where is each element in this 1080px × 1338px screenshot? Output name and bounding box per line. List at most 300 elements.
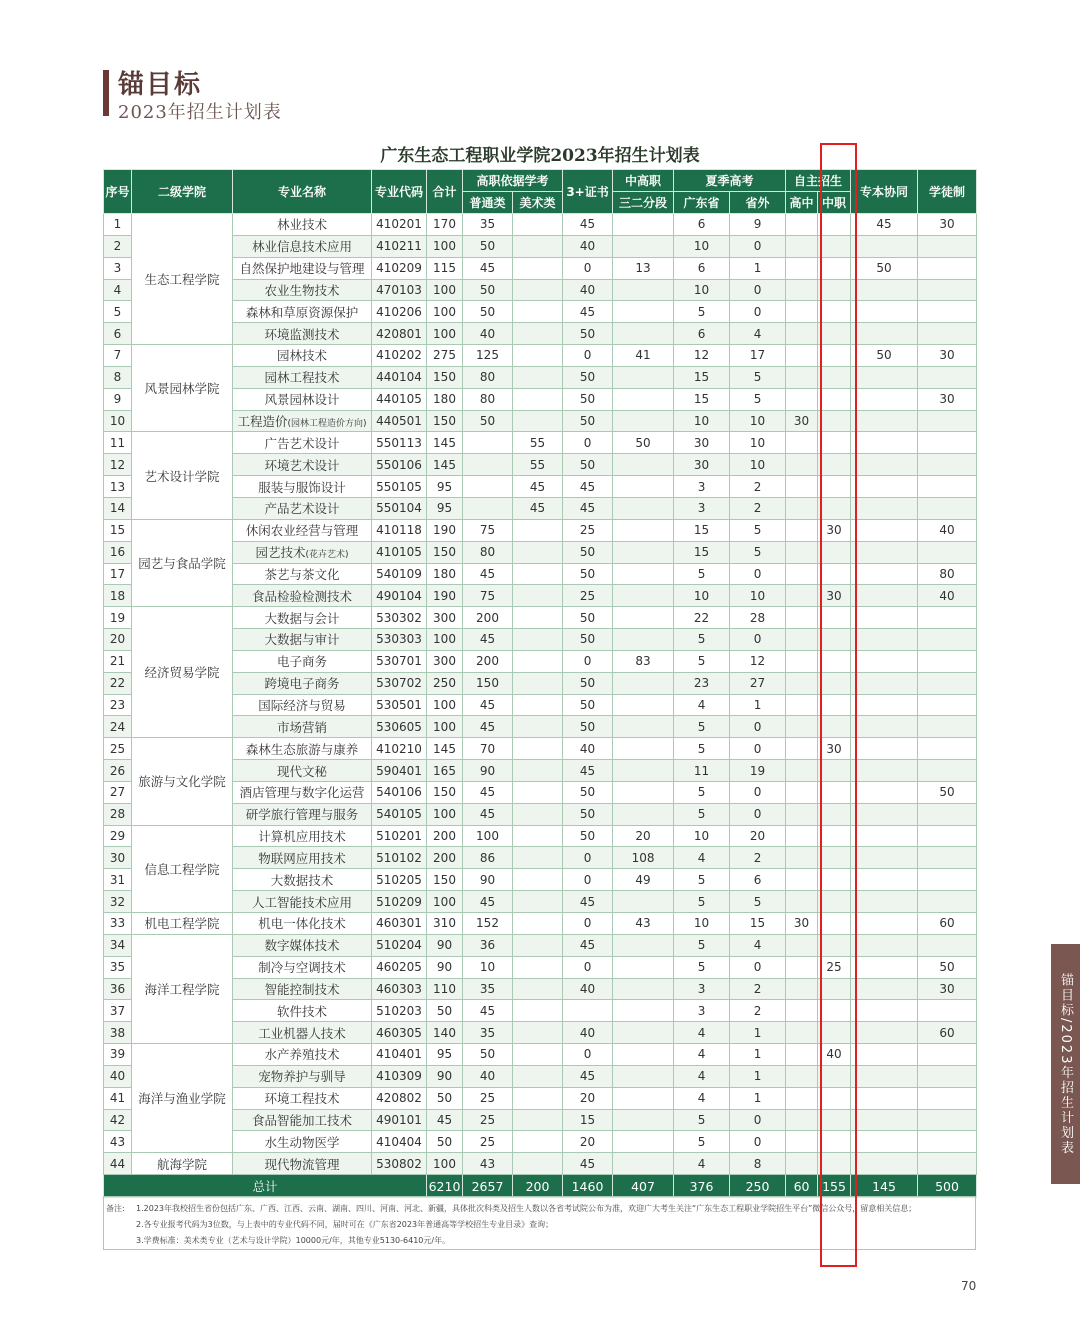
cell-major — [233, 1087, 372, 1109]
cell-coop — [851, 1022, 918, 1044]
cell-summer-out: 17 — [730, 345, 786, 367]
cell-apprentice — [918, 825, 977, 847]
cell-summer-gd: 11 — [674, 760, 730, 782]
cell-major — [233, 1153, 372, 1175]
cell-major — [233, 214, 372, 236]
cell-coop: 50 — [851, 257, 918, 279]
cell-cert: 40 — [563, 1022, 613, 1044]
cell-mid — [613, 235, 674, 257]
cell-mid — [613, 563, 674, 585]
cell-summer-gd: 30 — [674, 454, 730, 476]
cell-hv-regular — [463, 454, 513, 476]
cell-code: 410209 — [372, 257, 427, 279]
cell-major — [233, 607, 372, 629]
cell-hv-art — [513, 847, 563, 869]
major-name: 国际经济与贸易 — [258, 697, 346, 713]
cell-hv-art — [513, 891, 563, 913]
total-cert: 1460 — [563, 1175, 613, 1198]
cell-self-high — [786, 497, 818, 519]
cell-major — [233, 629, 372, 651]
cell-mid: 50 — [613, 432, 674, 454]
cell-mid — [613, 672, 674, 694]
cell-mid — [613, 1131, 674, 1153]
cell-college: 园艺与食品学院 — [132, 519, 233, 606]
cell-seq: 5 — [104, 301, 132, 323]
cell-summer-gd: 4 — [674, 694, 730, 716]
cell-apprentice — [918, 607, 977, 629]
cell-summer-gd: 22 — [674, 607, 730, 629]
total-self-high: 60 — [786, 1175, 818, 1198]
cell-coop — [851, 563, 918, 585]
major-name: 林业技术 — [276, 217, 327, 233]
cell-major — [233, 803, 372, 825]
cell-hv-regular: 50 — [463, 1044, 513, 1066]
cell-total: 50 — [427, 1087, 463, 1109]
cell-college: 海洋与渔业学院 — [132, 1044, 233, 1153]
cell-coop — [851, 672, 918, 694]
cell-hv-art — [513, 1109, 563, 1131]
cell-coop — [851, 803, 918, 825]
cell-coop — [851, 869, 918, 891]
cell-hv-regular: 75 — [463, 585, 513, 607]
cell-summer-gd: 4 — [674, 847, 730, 869]
cell-summer-gd: 10 — [674, 913, 730, 935]
cell-total: 200 — [427, 825, 463, 847]
cell-mid — [613, 1065, 674, 1087]
cell-hv-regular: 45 — [463, 563, 513, 585]
major-name: 森林生态旅游与康养 — [245, 741, 359, 757]
cell-hv-art — [513, 1022, 563, 1044]
cell-hv-art — [513, 913, 563, 935]
cell-apprentice — [918, 1153, 977, 1175]
cell-summer-out: 0 — [730, 716, 786, 738]
cell-summer-out: 0 — [730, 279, 786, 301]
cell-major — [233, 847, 372, 869]
cell-total: 100 — [427, 279, 463, 301]
major-name: 产品艺术设计 — [264, 501, 340, 517]
cell-hv-regular: 152 — [463, 913, 513, 935]
cell-apprentice: 80 — [918, 563, 977, 585]
cell-college: 信息工程学院 — [132, 825, 233, 912]
cell-major — [233, 454, 372, 476]
major-name: 森林和草原资源保护 — [245, 304, 359, 320]
major-direction: (花卉艺术) — [305, 550, 349, 561]
cell-hv-regular: 10 — [463, 956, 513, 978]
cell-summer-gd: 5 — [674, 891, 730, 913]
cell-summer-out: 28 — [730, 607, 786, 629]
cell-coop — [851, 891, 918, 913]
cell-summer-gd: 6 — [674, 257, 730, 279]
cell-apprentice: 30 — [918, 978, 977, 1000]
total-summer-out: 250 — [730, 1175, 786, 1198]
cell-coop — [851, 978, 918, 1000]
cell-coop — [851, 738, 918, 760]
major-name: 食品智能加工技术 — [251, 1113, 352, 1129]
cell-code: 440501 — [372, 410, 427, 432]
cell-total: 190 — [427, 585, 463, 607]
major-name: 工业机器人技术 — [258, 1025, 346, 1041]
note-line-1: 1.2023年我校招生省份包括广东、广西、江西、云南、湖南、四川、河南、河北、新疆，具体批次科类及招生人数以各省考试院公布为准，欢迎广大考生关注“广东生态工程职业学院招生平台”微信公众号，留意相关信息； — [136, 1204, 917, 1213]
major-name: 工程造价 — [237, 414, 288, 430]
cell-seq: 43 — [104, 1131, 132, 1153]
cell-apprentice — [918, 410, 977, 432]
highlight-annotation-box — [820, 143, 857, 1267]
cell-summer-out: 12 — [730, 650, 786, 672]
cell-code: 410211 — [372, 235, 427, 257]
cell-college: 艺术设计学院 — [132, 432, 233, 519]
cell-summer-gd: 5 — [674, 803, 730, 825]
cell-hv-regular: 36 — [463, 934, 513, 956]
col-total: 合计 — [427, 170, 463, 214]
cell-total: 90 — [427, 1065, 463, 1087]
cell-major — [233, 760, 372, 782]
page-title: 锚目标 — [118, 70, 203, 100]
cell-mid — [613, 694, 674, 716]
cell-code: 410210 — [372, 738, 427, 760]
cell-hv-regular: 45 — [463, 629, 513, 651]
cell-code: 440104 — [372, 366, 427, 388]
col-hv-art: 美术类 — [513, 192, 563, 214]
cell-self-high — [786, 432, 818, 454]
cell-total: 50 — [427, 1131, 463, 1153]
col-group-mid: 中高职 — [613, 170, 674, 192]
cell-total: 140 — [427, 1022, 463, 1044]
cell-hv-art — [513, 410, 563, 432]
major-name: 计算机应用技术 — [258, 829, 346, 845]
total-hv-art: 200 — [513, 1175, 563, 1198]
total-self-mid: 155 — [818, 1175, 851, 1198]
cell-hv-art — [513, 1000, 563, 1022]
cell-hv-regular: 25 — [463, 1087, 513, 1109]
cell-hv-art — [513, 694, 563, 716]
cell-hv-regular: 80 — [463, 541, 513, 563]
cell-self-high — [786, 781, 818, 803]
cell-hv-regular — [463, 432, 513, 454]
cell-summer-gd: 5 — [674, 563, 730, 585]
cell-apprentice — [918, 454, 977, 476]
cell-summer-gd: 6 — [674, 214, 730, 236]
cell-hv-regular: 45 — [463, 257, 513, 279]
cell-mid — [613, 1044, 674, 1066]
cell-summer-out: 4 — [730, 934, 786, 956]
cell-seq: 11 — [104, 432, 132, 454]
cell-hv-regular: 86 — [463, 847, 513, 869]
cell-seq: 13 — [104, 476, 132, 498]
cell-summer-gd: 15 — [674, 388, 730, 410]
cell-total: 165 — [427, 760, 463, 782]
cell-apprentice — [918, 847, 977, 869]
cell-cert: 50 — [563, 629, 613, 651]
cell-seq: 27 — [104, 781, 132, 803]
cell-summer-out: 19 — [730, 760, 786, 782]
cell-major — [233, 432, 372, 454]
cell-seq: 39 — [104, 1044, 132, 1066]
cell-cert: 25 — [563, 585, 613, 607]
cell-cert: 50 — [563, 716, 613, 738]
cell-hv-regular: 200 — [463, 607, 513, 629]
cell-summer-out: 5 — [730, 388, 786, 410]
major-name: 园林工程技术 — [264, 370, 340, 386]
cell-major — [233, 781, 372, 803]
cell-hv-art — [513, 607, 563, 629]
cell-apprentice — [918, 694, 977, 716]
cell-code: 510203 — [372, 1000, 427, 1022]
cell-mid: 49 — [613, 869, 674, 891]
cell-coop — [851, 388, 918, 410]
cell-summer-out: 10 — [730, 432, 786, 454]
cell-major — [233, 650, 372, 672]
cell-apprentice: 60 — [918, 1022, 977, 1044]
cell-self-high — [786, 1153, 818, 1175]
cell-coop: 50 — [851, 345, 918, 367]
cell-summer-gd: 5 — [674, 956, 730, 978]
col-apprentice: 学徒制 — [918, 170, 977, 214]
cell-hv-regular: 80 — [463, 366, 513, 388]
cell-seq: 9 — [104, 388, 132, 410]
cell-hv-regular: 125 — [463, 345, 513, 367]
cell-self-mid: 30 — [818, 519, 851, 541]
cell-summer-gd: 10 — [674, 825, 730, 847]
cell-summer-out: 9 — [730, 214, 786, 236]
cell-apprentice — [918, 1065, 977, 1087]
major-name: 软件技术 — [276, 1003, 327, 1019]
major-name: 园林技术 — [276, 348, 327, 364]
cell-summer-gd: 4 — [674, 1153, 730, 1175]
cell-summer-gd: 10 — [674, 279, 730, 301]
cell-total: 100 — [427, 323, 463, 345]
cell-hv-regular: 90 — [463, 869, 513, 891]
major-name: 研学旅行管理与服务 — [245, 807, 359, 823]
cell-seq: 12 — [104, 454, 132, 476]
cell-hv-art — [513, 934, 563, 956]
col-self-high: 高中 — [786, 192, 818, 214]
cell-summer-out: 1 — [730, 257, 786, 279]
cell-self-high — [786, 1087, 818, 1109]
cell-mid — [613, 1109, 674, 1131]
cell-hv-regular — [463, 476, 513, 498]
cell-apprentice — [918, 366, 977, 388]
cell-self-mid: 30 — [818, 585, 851, 607]
cell-summer-gd: 12 — [674, 345, 730, 367]
cell-cert: 50 — [563, 410, 613, 432]
cell-apprentice — [918, 1087, 977, 1109]
total-summer-gd: 376 — [674, 1175, 730, 1198]
col-code: 专业代码 — [372, 170, 427, 214]
col-self-mid: 中职 — [818, 192, 851, 214]
major-name: 宠物养护与驯导 — [258, 1069, 346, 1085]
cell-major — [233, 934, 372, 956]
cell-mid: 43 — [613, 913, 674, 935]
cell-mid — [613, 519, 674, 541]
cell-total: 170 — [427, 214, 463, 236]
cell-college: 旅游与文化学院 — [132, 738, 233, 825]
cell-seq: 4 — [104, 279, 132, 301]
cell-code: 530302 — [372, 607, 427, 629]
cell-summer-out: 1 — [730, 1022, 786, 1044]
cell-apprentice: 30 — [918, 388, 977, 410]
col-summer-out: 省外 — [730, 192, 786, 214]
col-hv-regular: 普通类 — [463, 192, 513, 214]
cell-total: 95 — [427, 1044, 463, 1066]
cell-summer-gd: 5 — [674, 1131, 730, 1153]
cell-seq: 41 — [104, 1087, 132, 1109]
cell-coop — [851, 716, 918, 738]
cell-self-high — [786, 1065, 818, 1087]
major-name: 水产养殖技术 — [264, 1047, 340, 1063]
major-name: 水生动物医学 — [264, 1134, 340, 1150]
cell-summer-out: 10 — [730, 454, 786, 476]
cell-cert: 45 — [563, 1153, 613, 1175]
cell-self-high — [786, 519, 818, 541]
cell-hv-art — [513, 978, 563, 1000]
cell-summer-out: 2 — [730, 1000, 786, 1022]
cell-coop — [851, 781, 918, 803]
cell-coop — [851, 301, 918, 323]
major-name: 食品检验检测技术 — [251, 588, 352, 604]
cell-mid — [613, 279, 674, 301]
cell-summer-out: 1 — [730, 1044, 786, 1066]
cell-hv-art — [513, 650, 563, 672]
cell-code: 410105 — [372, 541, 427, 563]
total-mid: 407 — [613, 1175, 674, 1198]
major-name: 大数据与审计 — [264, 632, 340, 648]
cell-apprentice — [918, 1044, 977, 1066]
cell-total: 310 — [427, 913, 463, 935]
cell-total: 100 — [427, 1153, 463, 1175]
cell-mid — [613, 1000, 674, 1022]
cell-coop — [851, 519, 918, 541]
cell-major — [233, 301, 372, 323]
cell-summer-out: 1 — [730, 694, 786, 716]
cell-summer-out: 5 — [730, 891, 786, 913]
cell-hv-art — [513, 235, 563, 257]
major-name: 现代物流管理 — [264, 1156, 340, 1172]
cell-coop — [851, 934, 918, 956]
major-name: 环境艺术设计 — [264, 457, 340, 473]
major-name: 大数据与会计 — [264, 610, 340, 626]
cell-total: 200 — [427, 847, 463, 869]
cell-apprentice — [918, 650, 977, 672]
cell-summer-out: 1 — [730, 1065, 786, 1087]
cell-total: 100 — [427, 301, 463, 323]
cell-summer-gd: 10 — [674, 410, 730, 432]
cell-hv-regular: 200 — [463, 650, 513, 672]
cell-mid — [613, 978, 674, 1000]
cell-code: 410401 — [372, 1044, 427, 1066]
cell-mid — [613, 585, 674, 607]
cell-hv-art — [513, 781, 563, 803]
table-title: 广东生态工程职业学院2023年招生计划表 — [380, 146, 700, 166]
cell-seq: 8 — [104, 366, 132, 388]
cell-total: 150 — [427, 869, 463, 891]
cell-apprentice: 50 — [918, 956, 977, 978]
cell-coop — [851, 235, 918, 257]
cell-coop — [851, 279, 918, 301]
cell-major — [233, 585, 372, 607]
cell-apprentice — [918, 235, 977, 257]
cell-apprentice — [918, 803, 977, 825]
cell-total: 145 — [427, 432, 463, 454]
cell-self-high — [786, 323, 818, 345]
total-apprentice: 500 — [918, 1175, 977, 1198]
cell-mid — [613, 956, 674, 978]
cell-mid — [613, 1022, 674, 1044]
cell-college: 经济贸易学院 — [132, 607, 233, 738]
cell-apprentice — [918, 629, 977, 651]
cell-summer-gd: 10 — [674, 235, 730, 257]
major-name: 智能控制技术 — [264, 981, 340, 997]
cell-mid — [613, 301, 674, 323]
cell-coop — [851, 1131, 918, 1153]
major-name: 机电一体化技术 — [258, 916, 346, 932]
col-group-hv: 高职依据学考 — [463, 170, 563, 192]
cell-cert: 45 — [563, 476, 613, 498]
cell-self-high — [786, 934, 818, 956]
cell-mid: 83 — [613, 650, 674, 672]
cell-summer-gd: 5 — [674, 301, 730, 323]
cell-seq: 36 — [104, 978, 132, 1000]
cell-coop — [851, 497, 918, 519]
cell-major — [233, 672, 372, 694]
cell-coop: 45 — [851, 214, 918, 236]
cell-total: 275 — [427, 345, 463, 367]
cell-summer-out: 0 — [730, 563, 786, 585]
cell-cert: 25 — [563, 519, 613, 541]
major-name: 林业信息技术应用 — [251, 239, 352, 255]
cell-total: 300 — [427, 607, 463, 629]
cell-cert: 40 — [563, 978, 613, 1000]
cell-self-high — [786, 454, 818, 476]
cell-self-high — [786, 803, 818, 825]
cell-major — [233, 825, 372, 847]
cell-hv-regular: 100 — [463, 825, 513, 847]
cell-total: 110 — [427, 978, 463, 1000]
cell-coop — [851, 1109, 918, 1131]
cell-coop — [851, 956, 918, 978]
cell-seq: 15 — [104, 519, 132, 541]
cell-summer-out: 0 — [730, 235, 786, 257]
cell-code: 410404 — [372, 1131, 427, 1153]
cell-cert: 40 — [563, 738, 613, 760]
cell-apprentice: 60 — [918, 913, 977, 935]
cell-cert: 40 — [563, 235, 613, 257]
cell-code: 490104 — [372, 585, 427, 607]
cell-mid — [613, 366, 674, 388]
cell-major — [233, 1000, 372, 1022]
cell-mid — [613, 214, 674, 236]
cell-mid — [613, 760, 674, 782]
cell-total: 95 — [427, 497, 463, 519]
cell-self-high — [786, 279, 818, 301]
cell-major — [233, 257, 372, 279]
cell-cert: 15 — [563, 1109, 613, 1131]
cell-hv-regular: 50 — [463, 410, 513, 432]
cell-code: 460205 — [372, 956, 427, 978]
cell-self-high — [786, 1109, 818, 1131]
cell-code: 590401 — [372, 760, 427, 782]
cell-hv-art — [513, 738, 563, 760]
cell-cert: 0 — [563, 913, 613, 935]
cell-hv-art — [513, 716, 563, 738]
cell-apprentice — [918, 1000, 977, 1022]
cell-total: 90 — [427, 934, 463, 956]
cell-coop — [851, 541, 918, 563]
cell-self-high — [786, 847, 818, 869]
cell-major — [233, 738, 372, 760]
cell-major — [233, 323, 372, 345]
major-name: 物联网应用技术 — [258, 850, 346, 866]
cell-major — [233, 694, 372, 716]
